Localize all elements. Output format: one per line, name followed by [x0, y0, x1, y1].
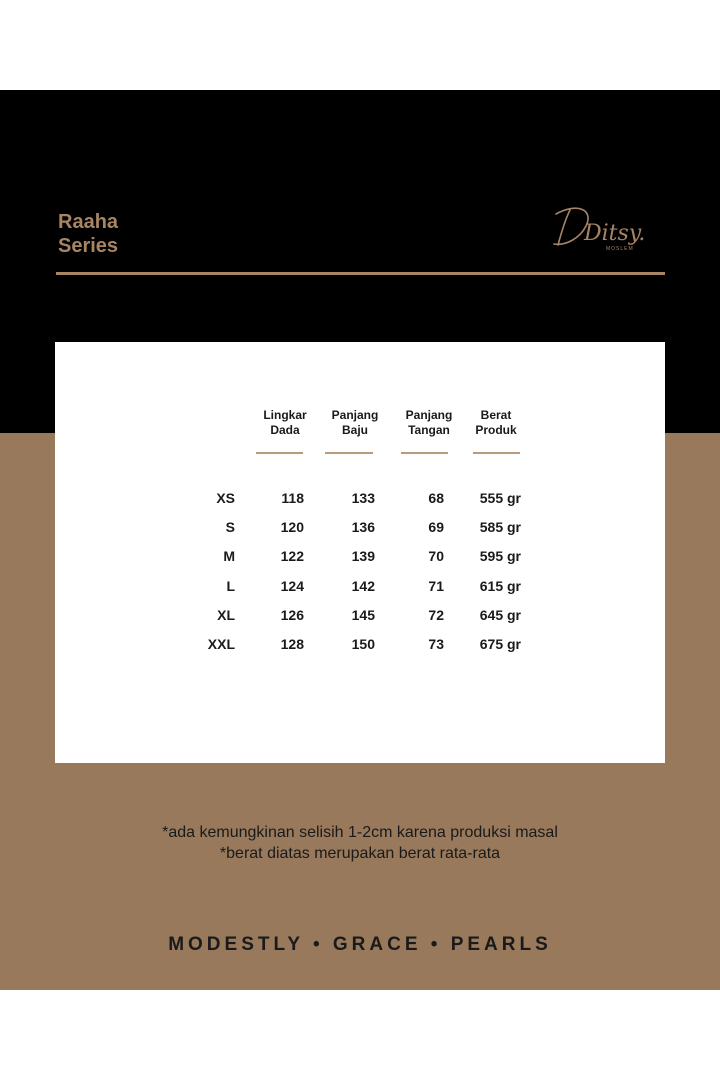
table-cell: 118: [281, 490, 304, 506]
size-chart-card: [55, 342, 665, 763]
footnote-weight: *berat diatas merupakan berat rata-rata: [219, 845, 501, 862]
table-cell: 615 gr: [479, 578, 521, 594]
table-cell: 142: [351, 578, 375, 594]
size-label-xs: XS: [216, 490, 235, 506]
series-title-line1: Raaha: [58, 211, 119, 233]
table-cell: 124: [280, 578, 304, 594]
column-header-berat-produk: Berat Produk: [475, 408, 517, 437]
column-header-panjang-baju: Panjang Baju: [331, 408, 379, 437]
logo-subtext: MOSLEM: [606, 246, 634, 252]
column-header-panjang-tangan: Panjang Tangan: [405, 408, 453, 437]
table-cell: 139: [351, 548, 375, 564]
column-header-lingkar-dada: Lingkar Dada: [263, 408, 307, 437]
logo-wordmark: Ditsy.: [584, 221, 646, 246]
table-cell: 68: [428, 490, 444, 506]
column-underline: [256, 452, 303, 454]
size-label-m: M: [223, 548, 235, 564]
table-cell: 150: [351, 636, 375, 652]
table-cell: 595 gr: [479, 548, 521, 564]
table-cell: 72: [428, 607, 444, 623]
table-cell: 70: [428, 548, 444, 564]
table-cell: 120: [280, 519, 304, 535]
footnotes: [0, 822, 720, 864]
size-label-s: S: [225, 519, 235, 535]
table-cell: 585 gr: [479, 519, 521, 535]
footnote-tolerance: *ada kemungkinan selisih 1-2cm karena produksi masal: [162, 824, 558, 841]
size-label-xxl: XXL: [207, 636, 235, 652]
brand-tagline: MODESTLY • GRACE • PEARLS: [168, 934, 552, 955]
column-underline: [473, 452, 520, 454]
header-divider: [56, 272, 665, 275]
table-cell: 71: [428, 578, 444, 594]
table-cell: 69: [428, 519, 444, 535]
ditsy-logo-icon: [548, 200, 668, 262]
table-cell: 555 gr: [479, 490, 521, 506]
column-underline: [325, 452, 373, 454]
table-cell: 675 gr: [479, 636, 521, 652]
table-cell: 73: [428, 636, 444, 652]
column-underline: [401, 452, 448, 454]
series-title: [58, 210, 118, 258]
table-cell: 122: [280, 548, 304, 564]
table-cell: 645 gr: [479, 607, 521, 623]
series-title-line2: Series: [58, 235, 119, 257]
size-label-l: L: [226, 578, 235, 594]
table-cell: 128: [280, 636, 304, 652]
size-label-xl: XL: [217, 607, 235, 623]
table-cell: 136: [351, 519, 375, 535]
table-cell: 133: [351, 490, 375, 506]
table-cell: 126: [280, 607, 304, 623]
table-cell: 145: [351, 607, 375, 623]
